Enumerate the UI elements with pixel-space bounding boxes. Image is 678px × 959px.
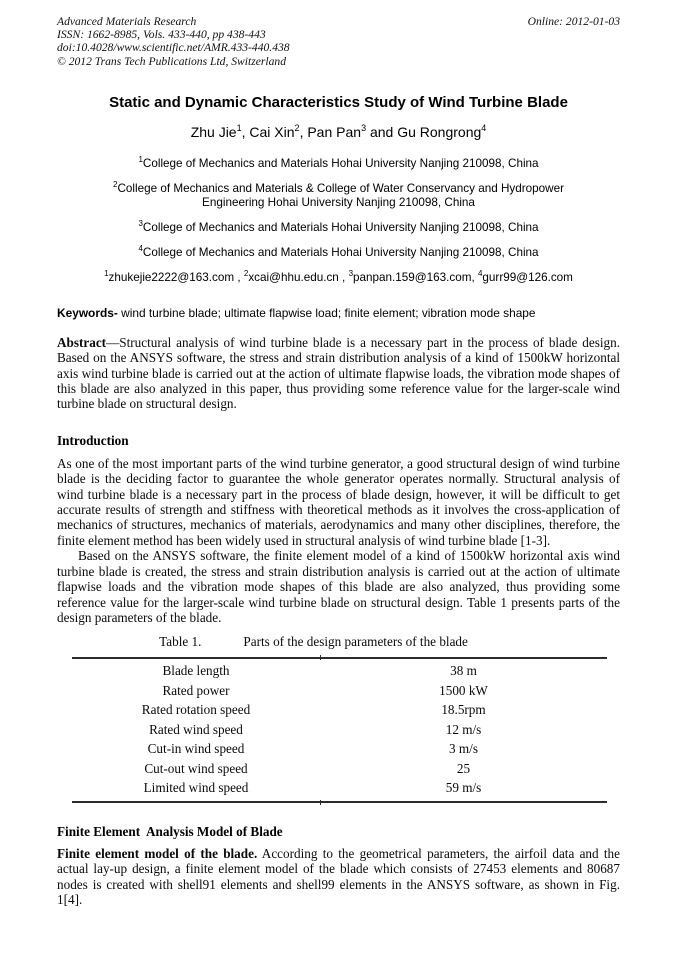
abstract-paragraph (57, 335, 620, 412)
value-cell: 38 m (450, 663, 477, 679)
introduction-paragraph-1: As one of the most important parts of the wind turbine generator, a good structural design of wind turbine blade is the deciding factor to guarantee the whole generator operates normally. Structural analysis of wind turbine blade is a necessary part in the process of blade design, however, it will be difficult to get accurate results of strength and stiffness with theoretical methods as it involves the cross-application of mechanics of structures, mechanics of materials, aerodynamics and many other disciplines, therefore, the finite element method has been widely used in structural analysis of wind turbine blade [1-3]. (57, 455, 620, 548)
value-cell: 25 (456, 760, 471, 776)
email-marker: 3 (348, 268, 354, 278)
finite-element-heading: Finite Element Analysis Model of Blade (57, 823, 283, 839)
author-name: Gu Rongrong (397, 123, 482, 140)
value-cell: 59 m/s (445, 780, 482, 796)
email-separator: , (471, 270, 478, 284)
table-column-divider-tick (320, 800, 321, 805)
param-cell: Blade length (162, 663, 230, 679)
param-cell: Cut-in wind speed (147, 741, 245, 757)
introduction-paragraph-2: Based on the ANSYS software, the finite element model of a kind of 1500kW horizontal axis wind turbine blade is created, the stress and strain distribution analysis is carried out at the action of ultimate flapwise loads and the vibration mode shapes of this blade are also analyzed, thus providing some reference value for the larger-scale wind turbine blade on structural design. Table 1 presents parts of the design parameters of the blade. (57, 548, 620, 625)
value-cell: 1500 kW (439, 682, 488, 698)
affiliation-text: College of Mechanics and Materials Hohai University Nanjing 210098, China (142, 220, 539, 234)
journal-header-left (57, 15, 290, 68)
paragraph-lead-label: Finite element model of the blade. (57, 845, 258, 861)
keywords-label: Keywords- (57, 305, 118, 320)
introduction-heading: Introduction (57, 432, 129, 448)
param-cell: Rated power (162, 682, 230, 698)
table1-caption-label: Table 1. (159, 634, 202, 650)
paragraph-text: According to the geometrical parameters, the airfoil data and the actual lay-up design, a finite element model of the blade which consists of 27453 elements and 80687 nodes is created with shell91 elements and shell99 elements in the ANSYS software, as shown in Fig. 1[4]. (57, 845, 620, 908)
table-row (72, 778, 607, 798)
param-cell: Limited wind speed (143, 780, 249, 796)
author-affil-marker: 1 (236, 122, 242, 133)
author-name: Zhu Jie (190, 123, 237, 140)
finite-element-paragraph (57, 846, 620, 908)
doi-line: doi:10.4028/www.scientific.net/AMR.433-440.438 (57, 41, 290, 55)
keywords-text: wind turbine blade; ultimate flapwise load; finite element; vibration mode shape (117, 305, 536, 320)
affiliation-marker: 1 (138, 154, 143, 164)
affiliation-4 (57, 242, 620, 260)
email-marker: 1 (104, 268, 109, 278)
abstract-text: —Structural analysis of wind turbine blade is a necessary part in the process of blade design. Based on the ANSYS software, the stress and strain distribution analysis of a kind of 1500kW horizontal axis wind turbine blade is carried out at the action of ultimate flapwise loads, the vibration mode shapes of this blade are also analyzed in this paper, thus providing some reference value for the larger-scale wind turbine blade on structural design. (57, 334, 620, 412)
author-separator: , (241, 123, 250, 140)
email-marker: 2 (243, 268, 249, 278)
affiliation-1 (57, 153, 620, 171)
email-line (57, 267, 620, 285)
param-cell: Rated rotation speed (141, 702, 251, 718)
value-cell: 3 m/s (449, 741, 478, 757)
table-row (72, 661, 607, 681)
table-row (72, 739, 607, 759)
table-row (72, 720, 607, 740)
keywords-line (57, 306, 620, 320)
table1-caption-text: Parts of the design parameters of the blade (243, 634, 468, 650)
affiliations-block (57, 153, 620, 285)
email-separator: , (234, 270, 244, 284)
table1-caption (57, 634, 570, 650)
author-separator: , (299, 123, 308, 140)
value-cell: 18.5rpm (441, 702, 486, 718)
online-date: Online: 2012-01-03 (527, 15, 620, 28)
affiliation-marker: 4 (138, 243, 143, 253)
affiliation-marker: 2 (113, 179, 118, 189)
paper-title: Static and Dynamic Characteristics Study of Wind Turbine Blade (109, 93, 568, 111)
email-address: zhukejie2222@163.com (108, 270, 235, 284)
affiliation-3 (57, 217, 620, 235)
abstract-label: Abstract (57, 334, 107, 350)
author-affil-marker: 3 (361, 122, 367, 133)
table-row (72, 681, 607, 701)
author-separator: and (366, 123, 398, 140)
author-affil-marker: 4 (481, 122, 487, 133)
email-marker: 4 (477, 268, 483, 278)
issn-line: ISSN: 1662-8985, Vols. 433-440, pp 438-443 (57, 28, 266, 42)
author-name: Pan Pan (307, 123, 362, 140)
table-row (72, 759, 607, 779)
value-cell: 12 m/s (445, 721, 482, 737)
affiliation-text: College of Mechanics and Materials & College of Water Conservancy and Hydropower (117, 181, 564, 195)
affiliation-text-line2: Engineering Hohai University Nanjing 210098, China (202, 195, 475, 209)
affiliation-text: College of Mechanics and Materials Hohai University Nanjing 210098, China (142, 245, 539, 259)
email-address: panpan.159@163.com (353, 270, 472, 284)
copyright-line: © 2012 Trans Tech Publications Ltd, Switzerland (57, 54, 287, 68)
table-row (72, 700, 607, 720)
affiliation-text: College of Mechanics and Materials Hohai University Nanjing 210098, China (142, 156, 539, 170)
author-affil-marker: 2 (294, 122, 300, 133)
param-cell: Rated wind speed (149, 721, 243, 737)
table-column-divider-tick (320, 655, 321, 660)
author-name: Cai Xin (249, 123, 295, 140)
journal-name: Advanced Materials Research (57, 15, 197, 28)
author-line (57, 123, 620, 140)
email-address: gurr99@126.com (482, 270, 573, 284)
affiliation-2 (57, 178, 620, 210)
param-cell: Cut-out wind speed (144, 760, 248, 776)
journal-header (57, 15, 620, 68)
email-address: xcai@hhu.edu.cn (248, 270, 339, 284)
design-parameters-table (72, 657, 607, 803)
email-separator: , (338, 270, 349, 284)
affiliation-marker: 3 (138, 218, 143, 228)
